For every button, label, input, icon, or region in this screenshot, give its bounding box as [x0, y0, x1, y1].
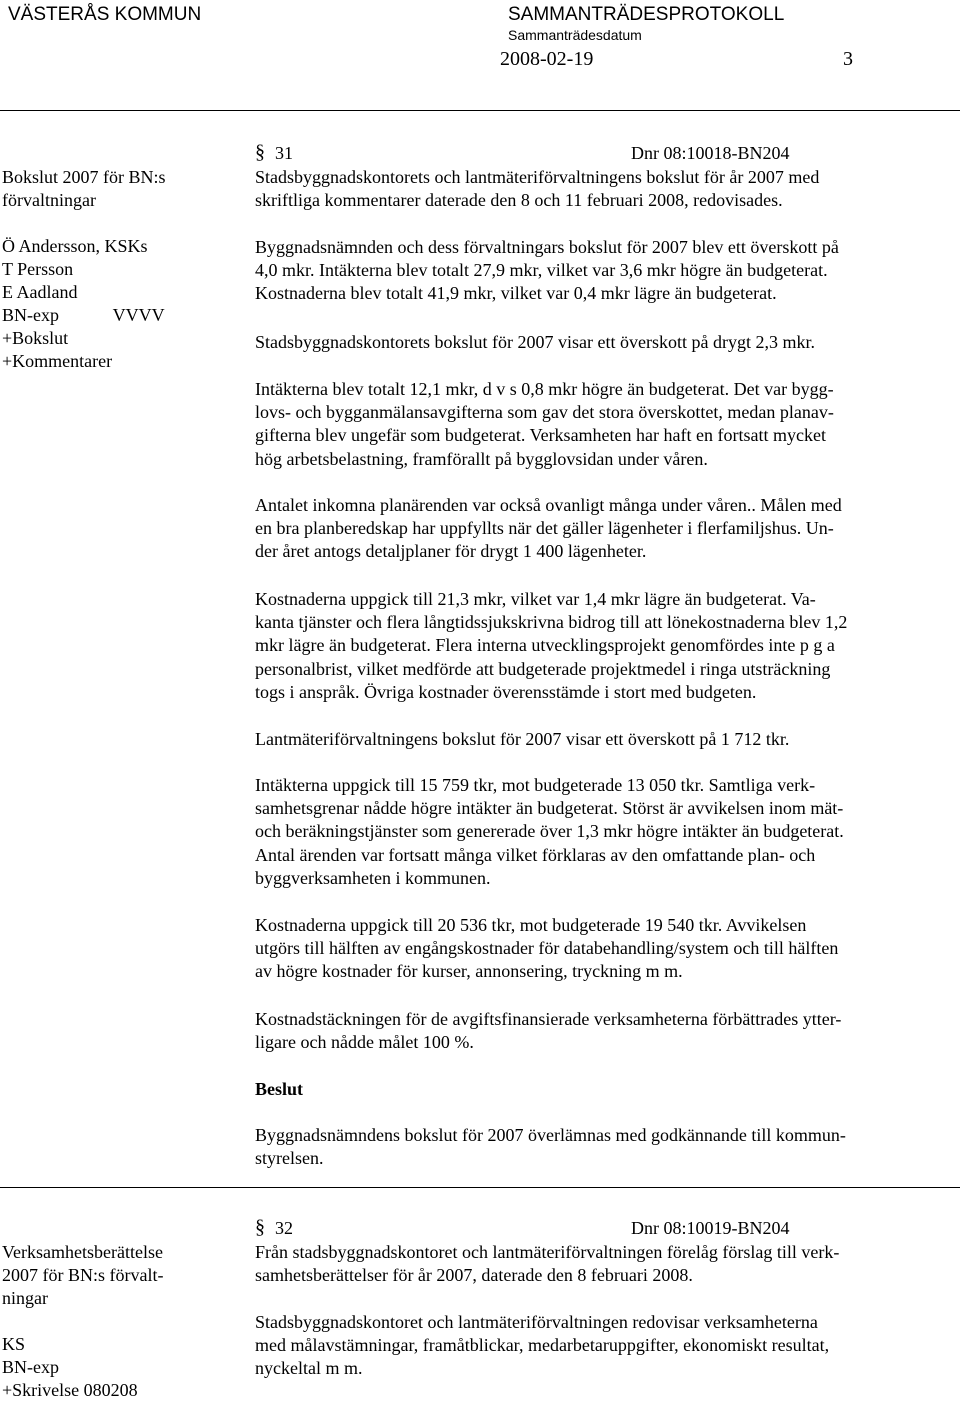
paragraph: Kostnaderna uppgick till 20 536 tkr, mot budgeterade 19 540 tkr. Avvikelsen utgörs till hälften av engångskostnader för databehandling/system och till hälften av högre kostnader för kurser, annonsering, tryckning m m. [255, 915, 839, 982]
paragraph: Intäkterna blev totalt 12,1 mkr, d v s 0,8 mkr högre än budgeterat. Det var bygg- lovs- och bygganmälansavgifterna som gav det stora överskottet, medan planav- gifterna blev ungefär som budgeterat. Verksamheten har haft en fortsatt mycket hög arbetsbelastning, framförallt på bygglovsidan under våren. [255, 379, 834, 469]
decision-text: Byggnadsnämndens bokslut för 2007 överlämnas med godkännande till kommun- styrelsen. [255, 1125, 846, 1169]
sidebar-line: +Skrivelse 080208 [2, 1380, 138, 1400]
sidebar-line: Bokslut 2007 för BN:s [2, 167, 166, 187]
paragraph: Antalet inkomna planärenden var också ovanligt många under våren.. Målen med en bra planberedskap har uppfyllts när det gäller lägenheter i flerfamiljshus. Un- der året antogs detaljplaner för drygt 1 400 lägenheter. [255, 495, 842, 562]
paragraph-symbol: § [255, 141, 265, 163]
sidebar-line: T Persson [2, 259, 74, 279]
sidebar-line: ningar [2, 1288, 48, 1308]
section-31-sidebar [2, 166, 166, 373]
page-number: 3 [843, 48, 853, 70]
meeting-date-label: Sammanträdesdatum [508, 27, 642, 43]
document-type: SAMMANTRÄDESPROTOKOLL [508, 4, 785, 25]
sidebar-line: KS [2, 1334, 26, 1354]
sidebar-line: 2007 för BN:s förvalt- [2, 1265, 164, 1285]
case-number: Dnr 08:10019-BN204 [631, 1218, 790, 1238]
paragraph-symbol: § [255, 1216, 265, 1238]
sidebar-line [2, 1310, 163, 1333]
sidebar-line: +Bokslut [2, 328, 69, 348]
sidebar-line: förvaltningar [2, 190, 96, 210]
paragraph: Stadsbyggnadskontorets bokslut för 2007 visar ett överskott på drygt 2,3 mkr. [255, 332, 815, 352]
section-number: 32 [275, 1218, 293, 1238]
sidebar-line: +Kommentarer [2, 351, 113, 371]
sidebar-line: BN-exp [2, 1357, 59, 1377]
paragraph: Intäkterna uppgick till 15 759 tkr, mot budgeterade 13 050 tkr. Samtliga verk- samhetsgrenar nådde högre intäkter än budgeterat. Störst är avvikelsen inom mät- och beräkningstjänster som genererade över 1,3 mkr högre intäkter än budgeterat. Antal ärenden var fortsatt många vilket förklaras av den omfattande plan- och byggverksamheten i kommunen. [255, 775, 844, 888]
section-32-sidebar [2, 1241, 163, 1402]
sidebar-line: Verksamhetsberättelse [2, 1242, 163, 1262]
paragraph: Kostnadstäckningen för de avgiftsfinansierade verksamheterna förbättrades ytter- ligare och nådde målet 100 %. [255, 1009, 842, 1053]
case-number: Dnr 08:10018-BN204 [631, 143, 790, 163]
paragraph: Byggnadsnämnden och dess förvaltningars bokslut för 2007 blev ett överskott på 4,0 mkr. Intäkterna blev totalt 27,9 mkr, vilket var 3,6 mkr högre än budgeterat. Kostnaderna blev totalt 41,9 mkr, vilket var 0,4 mkr lägre än budgeterat. [255, 237, 839, 304]
paragraph: Stadsbyggnadskontorets och lantmäteriförvaltningens bokslut för år 2007 med skriftliga kommentarer daterade den 8 och 11 februari 2008, redovisades. [255, 167, 820, 211]
paragraph: Från stadsbyggnadskontoret och lantmäteriförvaltningen förelåg förslag till verk- samhetsberättelser för år 2007, daterade den 8 februari 2008. [255, 1242, 840, 1286]
sidebar-line: Ö Andersson, KSKs [2, 236, 148, 256]
organization-name: VÄSTERÅS KOMMUN [8, 4, 202, 25]
paragraph: Kostnaderna uppgick till 21,3 mkr, vilket var 1,4 mkr lägre än budgeterat. Va- kanta tjänster och flera långtidssjukskrivna bidrog till att lönekostnaderna blev 1,2 mkr lägre än budgeterat. Flera interna utvecklingsprojekt genomfördes inte p g a personalbrist, vilket medförde att budgeterade projektmedel i ringa utsträckning togs i anspråk. Övriga kostnader överensstämde i stort med budgeten. [255, 589, 848, 702]
section-divider [0, 110, 960, 111]
sidebar-line: BN-exp VVVV [2, 305, 165, 325]
meeting-date: 2008-02-19 [500, 48, 594, 70]
sidebar-line: E Aadland [2, 282, 78, 302]
decision-heading: Beslut [255, 1079, 304, 1099]
sidebar-line [2, 212, 166, 235]
paragraph: Stadsbyggnadskontoret och lantmäteriförvaltningen redovisar verksamheterna med målavstämningar, framåtblickar, medarbetaruppgifter, ekonomiskt resultat, nyckeltal m m. [255, 1312, 830, 1379]
section-number: 31 [275, 143, 293, 163]
paragraph: Lantmäteriförvaltningens bokslut för 2007 visar ett överskott på 1 712 tkr. [255, 729, 790, 749]
section-divider [0, 1187, 960, 1188]
